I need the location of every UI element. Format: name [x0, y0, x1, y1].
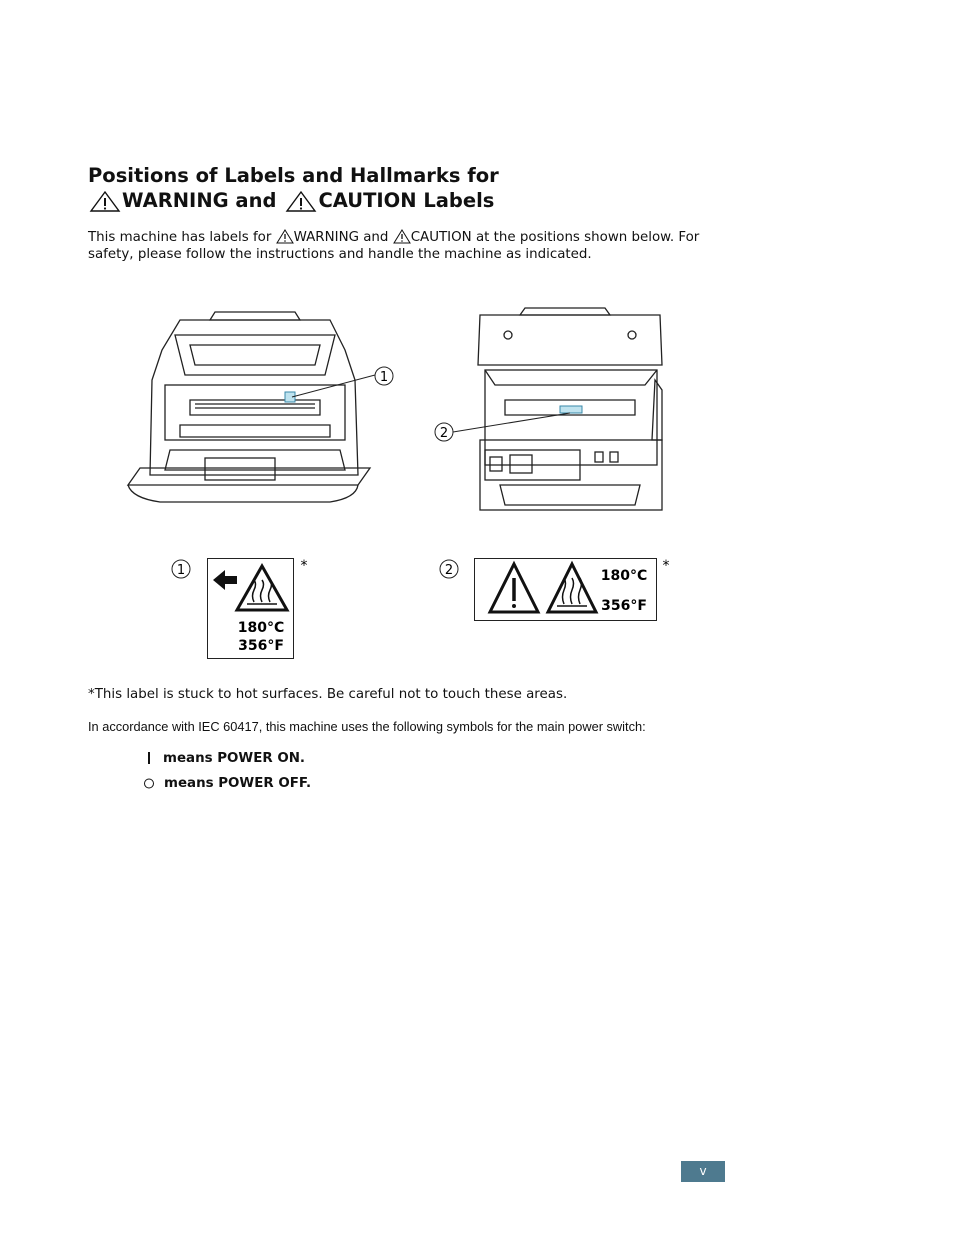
label-2-asterisk: * — [662, 558, 670, 574]
caution-small-icon — [393, 229, 411, 244]
hot-surface-label-2 — [474, 556, 674, 624]
label-1-asterisk: * — [300, 558, 308, 574]
warning-triangle-icon — [88, 189, 122, 213]
title-line-2 — [88, 188, 499, 213]
power-on-text: means POWER ON. — [163, 750, 306, 766]
power-off-text: means POWER OFF. — [164, 775, 312, 791]
power-off-symbol-icon — [143, 775, 159, 791]
label-1-callout — [171, 558, 193, 580]
label-2-callout — [439, 558, 461, 580]
title-warning-text: WARNING and — [122, 189, 277, 212]
intro-warning-text: WARNING and — [293, 230, 393, 245]
label-2-temp-f: 356°F — [601, 598, 647, 614]
iec-statement: In accordance with IEC 60417, this machine uses the following symbols for the main power switch: — [88, 719, 646, 734]
caution-triangle-icon — [284, 189, 318, 213]
page-number-badge: v — [681, 1161, 725, 1182]
intro-caution-text: CAUTION at the positions shown below. For — [410, 230, 700, 245]
label-1-temp-c: 180°C — [237, 620, 285, 636]
intro-line-2: safety, please follow the instructions and handle the machine as indicated. — [88, 247, 592, 262]
warning-small-icon — [276, 229, 294, 244]
hot-surface-label-1 — [207, 558, 317, 660]
intro-text: This machine has labels for — [88, 230, 276, 245]
power-on-row — [143, 750, 305, 766]
power-on-symbol-icon — [143, 750, 159, 766]
title-line-1: Positions of Labels and Hallmarks for — [88, 164, 499, 187]
title-caution-text: CAUTION Labels — [318, 189, 495, 212]
printer-rear-illustration — [430, 290, 670, 530]
label-2-temp-c: 180°C — [600, 568, 648, 584]
power-off-row — [143, 775, 311, 791]
printer-front-illustration — [120, 300, 410, 520]
svg-text:2: 2 — [444, 563, 454, 578]
hot-surface-note: *This label is stuck to hot surfaces. Be careful not to touch these areas. — [88, 687, 568, 702]
intro-paragraph — [88, 229, 728, 263]
svg-text:1: 1 — [176, 563, 186, 578]
label-1-temp-f: 356°F — [238, 638, 284, 654]
callout-2-rear: 2 — [439, 426, 449, 441]
callout-1-front: 1 — [379, 370, 389, 385]
page-title — [88, 163, 499, 213]
